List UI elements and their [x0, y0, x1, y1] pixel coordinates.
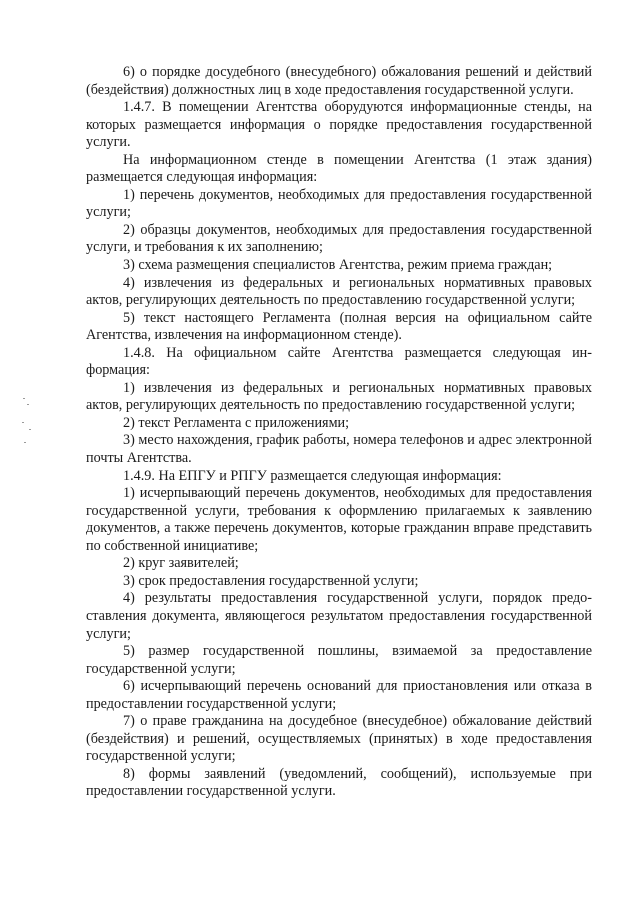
paragraph: 1.4.7. В помещении Агентства оборудуются информационные стенды, на которых размещается информация о порядке предоставления государственной услуги. [86, 99, 592, 151]
list-item: 2) текст Регламента с приложениями; [123, 414, 350, 431]
list-item: 2) круг заявителей; [123, 555, 239, 572]
list-item: 2) образцы документов, необходимых для предоставления государственной услуги, и требования к их заполнению; [86, 221, 592, 256]
list-item: 7) о праве гражданина на досудебное (внесудебное) обжалование действий (бездействия) и решений, осуществляемых (принятых) в ходе предоставления государственной услуги; [86, 713, 592, 765]
list-item: 8) формы заявлений (уведомлений, сообщений), используемые при предоставлении государственной услуги. [86, 765, 592, 800]
list-item: 5) размер государственной пошлины, взимаемой за предоставление государственной услуги; [86, 643, 592, 677]
list-item: 4) извлечения из федеральных и региональных нормативных правовых актов, регулирующих деятельность по предоставлению государственной услуги; [86, 274, 592, 309]
list-item: 1) перечень документов, необходимых для предоставления государственной услуги; [86, 186, 592, 221]
list-item: 1) извлечения из федеральных и региональных нормативных правовых актов, регулирующих деятельность по предоставлению государственной услуги; [86, 379, 592, 414]
paragraph: На информационном стенде в помещении Агентства (1 этаж здания) размещается следующая информация: [86, 151, 592, 186]
list-item: 6) исчерпывающий перечень оснований для приостановления или отказа в предоставлении государственной услуги; [86, 678, 592, 712]
paragraph: 6) о порядке досудебного (внесудебного) обжалования решений и действий (бездействия) должностных лиц в ходе предоставления государственной услуги. [86, 64, 592, 98]
list-item: 3) место нахождения, график работы, номера телефонов и адрес электронной почты Агентства. [86, 432, 592, 467]
list-item: 3) схема размещения специалистов Агентства, режим приема граждан; [123, 257, 553, 274]
paragraph: 1.4.8. На официальном сайте Агентства размещается следующая информация: [86, 344, 592, 379]
list-item: 3) срок предоставления государственной услуги; [123, 572, 419, 589]
scan-margin-marks [20, 398, 34, 448]
list-item: 4) результаты предоставления государственной услуги, порядок предоставления документа, являющегося результатом предоставления государственной услуги; [86, 590, 592, 642]
list-item: 5) текст настоящего Регламента (полная версия на официальном сайте Агентства, извлечения на информационном стенде). [86, 309, 592, 344]
paragraph: 1.4.9. На ЕПГУ и РПГУ размещается следующая информация: [123, 467, 502, 484]
document-body [86, 64, 592, 801]
list-item: 1) исчерпывающий перечень документов, необходимых для предоставления государственной услуги, требования к оформлению прилагаемых к заявлению документов, а также перечень документов, которые гражданин вправе представить по собственной инициативе; [86, 485, 592, 554]
